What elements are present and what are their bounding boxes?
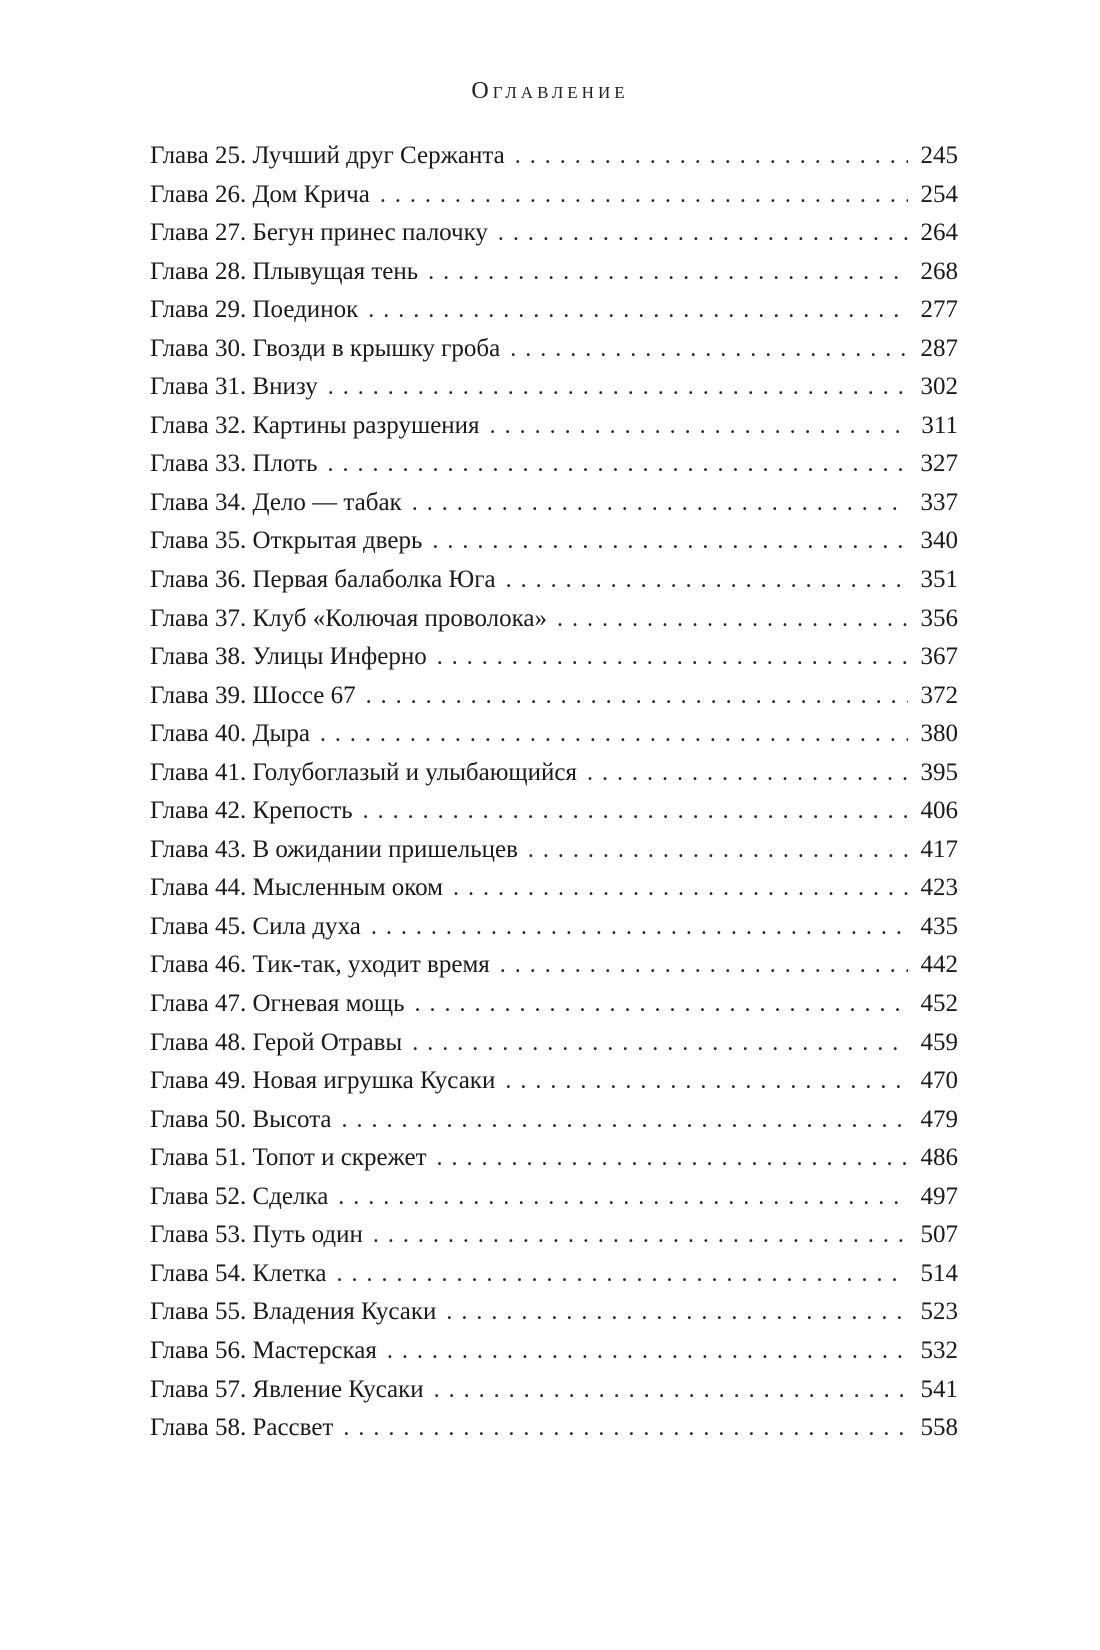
- toc-entry: [150, 218, 958, 257]
- toc-dot-leader: [434, 1375, 908, 1405]
- toc-entry: [150, 257, 958, 296]
- toc-entry-page-number: 351: [920, 566, 958, 594]
- toc-entry: [150, 1259, 958, 1298]
- toc-entry-page-number: 417: [920, 835, 958, 863]
- toc-entry-title: Глава 31. Внизу: [150, 373, 318, 401]
- toc-dot-leader: [343, 1413, 908, 1443]
- toc-entry-title: Глава 39. Шоссе 67: [150, 681, 356, 709]
- toc-entry-page-number: 264: [920, 219, 958, 247]
- toc-dot-leader: [342, 1105, 908, 1135]
- toc-entry: [150, 1375, 958, 1414]
- toc-entry: [150, 796, 958, 835]
- toc-entry-title: Глава 36. Первая балаболка Юга: [150, 566, 496, 594]
- toc-entry-title: Глава 52. Сделка: [150, 1182, 329, 1210]
- toc-entry-page-number: 435: [920, 912, 958, 940]
- toc-dot-leader: [363, 796, 908, 826]
- toc-entry-page-number: 395: [920, 758, 958, 786]
- toc-dot-leader: [446, 1297, 908, 1327]
- toc-entry: [150, 372, 958, 411]
- toc-entry-page-number: 479: [920, 1105, 958, 1133]
- toc-entry-page-number: 372: [920, 681, 958, 709]
- toc-entry-title: Глава 29. Поединок: [150, 296, 359, 324]
- toc-entry-page-number: 442: [920, 951, 958, 979]
- table-of-contents: [150, 141, 958, 1452]
- toc-entry-title: Глава 49. Новая игрушка Кусаки: [150, 1067, 496, 1095]
- toc-entry-title: Глава 27. Бегун принес палочку: [150, 219, 488, 247]
- toc-entry-page-number: 287: [920, 334, 958, 362]
- toc-dot-leader: [510, 334, 908, 364]
- toc-entry: [150, 411, 958, 450]
- toc-entry-title: Глава 50. Высота: [150, 1105, 332, 1133]
- toc-entry-title: Глава 55. Владения Кусаки: [150, 1298, 437, 1326]
- toc-entry-title: Глава 47. Огневая мощь: [150, 990, 405, 1018]
- toc-entry-title: Глава 58. Рассвет: [150, 1414, 334, 1442]
- toc-entry: [150, 180, 958, 219]
- toc-entry: [150, 1182, 958, 1221]
- toc-entry-page-number: 302: [920, 373, 958, 401]
- toc-entry-title: Глава 32. Картины разрушения: [150, 411, 480, 439]
- toc-entry: [150, 1297, 958, 1336]
- toc-dot-leader: [415, 989, 908, 1019]
- toc-entry-page-number: 337: [920, 488, 958, 516]
- toc-entry-page-number: 452: [920, 990, 958, 1018]
- toc-entry-page-number: 367: [920, 643, 958, 671]
- toc-dot-leader: [505, 1066, 908, 1096]
- toc-entry-page-number: 423: [920, 874, 958, 902]
- toc-entry-page-number: 532: [920, 1336, 958, 1364]
- toc-dot-leader: [328, 372, 908, 402]
- toc-dot-leader: [506, 565, 908, 595]
- toc-entry-title: Глава 51. Топот и скрежет: [150, 1144, 427, 1172]
- toc-dot-leader: [338, 1182, 908, 1212]
- toc-entry-page-number: 470: [920, 1067, 958, 1095]
- toc-entry-page-number: 327: [920, 450, 958, 478]
- toc-dot-leader: [371, 912, 908, 942]
- toc-entry-page-number: 245: [920, 142, 958, 169]
- toc-entry-page-number: 507: [920, 1221, 958, 1249]
- toc-dot-leader: [387, 1336, 908, 1366]
- toc-entry: [150, 1143, 958, 1182]
- toc-entry: [150, 835, 958, 874]
- toc-dot-leader: [557, 604, 908, 634]
- toc-dot-leader: [428, 257, 908, 287]
- toc-entry-title: Глава 34. Дело — табак: [150, 488, 402, 516]
- toc-entry: [150, 565, 958, 604]
- toc-entry-page-number: 541: [920, 1375, 958, 1403]
- toc-entry-title: Глава 48. Герой Отравы: [150, 1028, 403, 1056]
- toc-entry-title: Глава 38. Улицы Инферно: [150, 643, 427, 671]
- toc-entry-title: Глава 40. Дыра: [150, 720, 310, 748]
- toc-entry-title: Глава 42. Крепость: [150, 797, 353, 825]
- toc-entry: [150, 1066, 958, 1105]
- toc-entry-title: Глава 35. Открытая дверь: [150, 527, 423, 555]
- toc-entry: [150, 873, 958, 912]
- toc-entry-page-number: 514: [920, 1259, 958, 1287]
- toc-entry-page-number: 340: [920, 527, 958, 555]
- toc-entry: [150, 604, 958, 643]
- toc-entry: [150, 719, 958, 758]
- toc-entry: [150, 1028, 958, 1067]
- toc-dot-leader: [587, 758, 908, 788]
- toc-entry-page-number: 406: [920, 797, 958, 825]
- toc-entry: [150, 488, 958, 527]
- toc-dot-leader: [515, 141, 908, 171]
- toc-dot-leader: [437, 1143, 908, 1173]
- toc-entry: [150, 912, 958, 951]
- toc-entry-page-number: 254: [920, 180, 958, 208]
- toc-dot-leader: [380, 180, 908, 210]
- toc-entry-title: Глава 44. Мысленным оком: [150, 874, 444, 902]
- toc-entry: [150, 1413, 958, 1452]
- toc-entry-page-number: 523: [920, 1298, 958, 1326]
- toc-entry: [150, 1336, 958, 1375]
- toc-dot-leader: [432, 526, 908, 556]
- running-head: Оглавление: [471, 78, 629, 104]
- toc-dot-leader: [528, 835, 908, 865]
- toc-dot-leader: [366, 681, 908, 711]
- toc-entry-page-number: 380: [920, 720, 958, 748]
- toc-entry: [150, 1220, 958, 1259]
- toc-dot-leader: [368, 295, 908, 325]
- toc-entry-page-number: 268: [920, 257, 958, 285]
- toc-entry-title: Глава 25. Лучший друг Сержанта: [150, 142, 505, 169]
- toc-entry-title: Глава 28. Плывущая тень: [150, 257, 419, 285]
- toc-entry-page-number: 486: [920, 1144, 958, 1172]
- toc-dot-leader: [412, 1028, 908, 1058]
- toc-dot-leader: [453, 873, 908, 903]
- toc-entry-page-number: 311: [921, 411, 958, 439]
- toc-entry: [150, 1105, 958, 1144]
- toc-entry: [150, 526, 958, 565]
- toc-dot-leader: [337, 1259, 908, 1289]
- toc-entry: [150, 334, 958, 373]
- toc-entry-page-number: 558: [920, 1414, 958, 1442]
- toc-entry: [150, 295, 958, 334]
- toc-entry-title: Глава 45. Сила духа: [150, 912, 361, 940]
- toc-dot-leader: [437, 642, 908, 672]
- toc-entry-title: Глава 46. Тик-так, уходит время: [150, 951, 490, 979]
- toc-dot-leader: [490, 411, 908, 441]
- toc-entry-page-number: 459: [920, 1028, 958, 1056]
- toc-entry: [150, 989, 958, 1028]
- toc-dot-leader: [320, 719, 908, 749]
- toc-entry: [150, 141, 958, 180]
- toc-entry-title: Глава 57. Явление Кусаки: [150, 1375, 424, 1403]
- toc-entry: [150, 758, 958, 797]
- toc-entry: [150, 950, 958, 989]
- toc-dot-leader: [373, 1220, 908, 1250]
- toc-entry-title: Глава 41. Голубоглазый и улыбающийся: [150, 758, 578, 786]
- toc-entry-title: Глава 56. Мастерская: [150, 1336, 377, 1364]
- toc-entry-page-number: 497: [920, 1182, 958, 1210]
- toc-entry: [150, 449, 958, 488]
- toc-dot-leader: [498, 218, 908, 248]
- toc-entry-title: Глава 43. В ожидании пришельцев: [150, 835, 518, 863]
- toc-entry-title: Глава 54. Клетка: [150, 1259, 327, 1287]
- toc-entry: [150, 642, 958, 681]
- toc-entry-page-number: 356: [920, 604, 958, 632]
- toc-dot-leader: [412, 488, 908, 518]
- toc-entry-title: Глава 30. Гвозди в крышку гроба: [150, 334, 501, 362]
- toc-entry-title: Глава 53. Путь один: [150, 1221, 363, 1249]
- toc-entry-title: Глава 33. Плоть: [150, 450, 318, 478]
- toc-entry: [150, 681, 958, 720]
- toc-dot-leader: [328, 449, 909, 479]
- toc-entry-title: Глава 26. Дом Крича: [150, 180, 370, 208]
- toc-dot-leader: [500, 950, 908, 980]
- toc-entry-page-number: 277: [920, 296, 958, 324]
- toc-entry-title: Глава 37. Клуб «Колючая проволока»: [150, 604, 547, 632]
